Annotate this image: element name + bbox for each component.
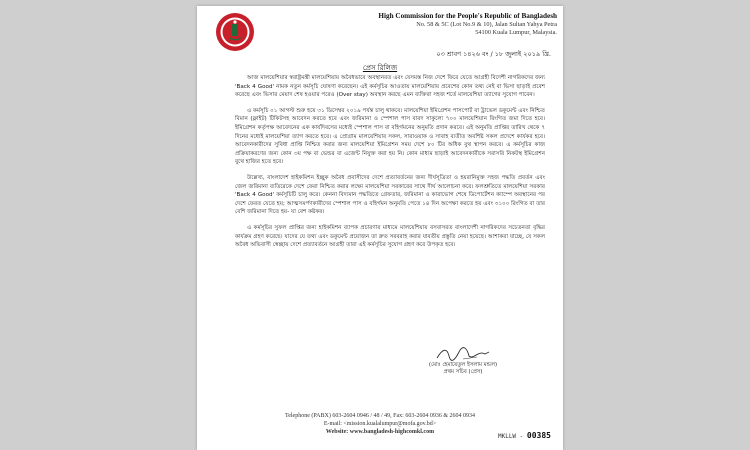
signatory-name: (মোঃ হেমায়েতুল ইসলাম মন্ডল) xyxy=(428,362,498,368)
paragraph-1: আজ মালয়েশিয়ার স্বরাষ্ট্রমন্ত্রী মালয়েশিয়ায় অবৈধভাবে অবস্থানরত এবং যেসমস্ত নিজ দেশে ফিরে যেতে আগ্রহী বিদেশী নাগরিকদের জন্য 'Back 4 Good' নামক নতুন কর্মসূচি ঘোষণা করেছেন। এই কর্মসূচির আওতায় মালয়েশিয়ায় প্রবেশের কোন তথ্য নেই বা ভিসা ছাড়াই প্রবেশ করেছে এবং ভিসার মেয়াদ শেষ হওয়ার পরেও (Over stay) অবস্থান করছে এমন ব্যক্তিরা সহজ শর্তে মালয়েশিয়া ত্যাগের সুযোগ পাবেন। xyxy=(235,75,545,99)
handwritten-signature-icon xyxy=(433,346,493,362)
footer-email: E-mail: <mission.kualalumpur@mofa.gov.bd> xyxy=(323,421,437,427)
document-body xyxy=(235,74,545,257)
letterhead xyxy=(307,12,557,37)
footer-website: Website: www.bangladesh-highcomkl.com xyxy=(325,429,435,435)
footer-telephone: Telephone (PABX) 603-2604 0946 / 48 / 49, Fax: 603-2604 0936 & 2604 0934 xyxy=(284,413,476,419)
serial-number xyxy=(498,431,551,440)
press-release-page xyxy=(197,6,563,450)
address-line-2: 54100 Kuala Lumpur, Malaysia. xyxy=(475,29,557,36)
emblem-seal-icon xyxy=(215,12,255,52)
signature-block xyxy=(403,346,523,386)
title-text: প্রেস রিলিজ xyxy=(362,64,398,72)
serial-value: 00385 xyxy=(526,431,551,440)
paragraph-2: এ কর্মসূচি ০১ আগস্ট শুরু হয়ে ৩১ ডিসেম্বর ২০১৯ পর্যন্ত চালু থাকবে। মালয়েশিয়া ইমিগ্রেশন পাসপোর্ট বা ট্রাভেল ডকুমেন্ট এবং নিশ্চিত বিমান (ফ্লাইট) টিকিটসহ আবেদন করতে হবে এবং জরিমানা ও স্পেশাল পাস বাবদ সাকুল্যে ৭০০ মালয়েশিয়ান রিংগিত জমা দিতে হবে। ইমিগ্রেশন কর্তৃপক্ষ আবেদনের এক কার্যদিবসের মধ্যেই স্পেশাল পাস বা বহির্গমনের অনুমতি প্রদান করবে। এই অনুমতি প্রাপ্তির তারিখ থেকে ৭ দিনের মধ্যেই মালয়েশিয়া ত্যাগ করতে হবে। এ প্রোগ্রাম মালয়েশিয়ার সকল, সারাওয়াক ও সাবাহ ব্যতীত অবশিষ্ট সকল প্রদেশে কার্যকর হবে। আবেদনকারীদের সুবিধা প্রাপ্তি নিশ্চিত করার জন্য মালয়েশিয়া ইমিগ্রেশন সময় দেশে ৮০ টির অধিক বুথ স্থাপন করবে। এ কর্মসূচির কাজ প্রক্রিয়াকরণের জন্য কোন ৩য় পক্ষ বা ভেন্ডর বা এজেন্ট নিযুক্ত করা হয় নি। কোন মাধ্যম ছাড়াই আবেদনকারীকে সরাসরি নিকটস্থ ইমিগ্রেশন বুথে হাজির হতে হবে। xyxy=(235,107,545,166)
serial-prefix: MKLLW - xyxy=(497,433,524,440)
organization-name: High Commission for the People's Republic of Bangladesh xyxy=(378,12,557,20)
document-title xyxy=(197,62,563,74)
document-date: ০৩ শ্রাবণ ১৪২৬ বং / ১৮ জুলাই ২০১৯ খ্রি. xyxy=(436,50,551,58)
address-line-1: No. 58 & 5C (Lot No.9 & 10), Jalan Sultan Yahya Petra xyxy=(416,21,557,28)
paragraph-3: উল্লেখ্য, বাংলাদেশ হাইকমিশন ইচ্ছুক অবৈধ প্রবাসীদের দেশে প্রত্যাবর্তনের জন্য দীর্ঘসূত্রিতা ও হয়রানিমুক্ত সহজ পদ্ধতি প্রবর্তন এবং জেল জরিমানা ব্যতিরেকে দেশে ফেরা নিশ্চিত করার লক্ষ্যে মালয়েশিয়া সরকারের সাথে দীর্ঘ আলোচনা করে। ফলশ্রুতিতে মালয়েশিয়া সরকার 'Back 4 Good' কর্মসূচিটি চালু করে। কেননা বিদ্যমান পদ্ধতিতে গ্রেফতার, জরিমানা ও কারাভোগ শেষে ডিপোর্টেশন ক্যাম্পে অবস্থানের পর দেশে ফেরত যেতে হয়; আত্মসমর্পণকারীদের স্পেশাল পাস ও বহির্গমন অনুমতি পেতে ১৪ দিন অপেক্ষা করতে হয় এবং ৩১০০ রিংগিত বা তার বেশি জরিমানা দিতে হয়- যা বেশ কষ্টকর। xyxy=(235,174,545,216)
paragraph-4: এ কর্মসূচির সুফল প্রাপ্তির জন্য হাইকমিশন ব্যাপক প্রচারণার মাধ্যমে মালয়েশিয়ায় বসবাসরত বাংলাদেশী নাগরিকদের সচেতনতা বৃদ্ধির কার্যক্রম গ্রহণ করেছে। যাদের যে তথ্য এবং ডকুমেন্ট প্রয়োজন তা দ্রুত সরবরাহ করার যাবতীয় প্রস্তুতি নেয়া হয়েছে। আশাকরা যাচ্ছে, যে সকল অবৈধ অভিবাসী স্বেচ্ছায় দেশে প্রত্যাবর্তনে আগ্রহী তারা এই কর্মসূচির সুযোগ গ্রহণ করে উপকৃত হবে। xyxy=(235,224,545,249)
signatory-designation: প্রথম সচিব (প্রেস) xyxy=(443,369,483,375)
